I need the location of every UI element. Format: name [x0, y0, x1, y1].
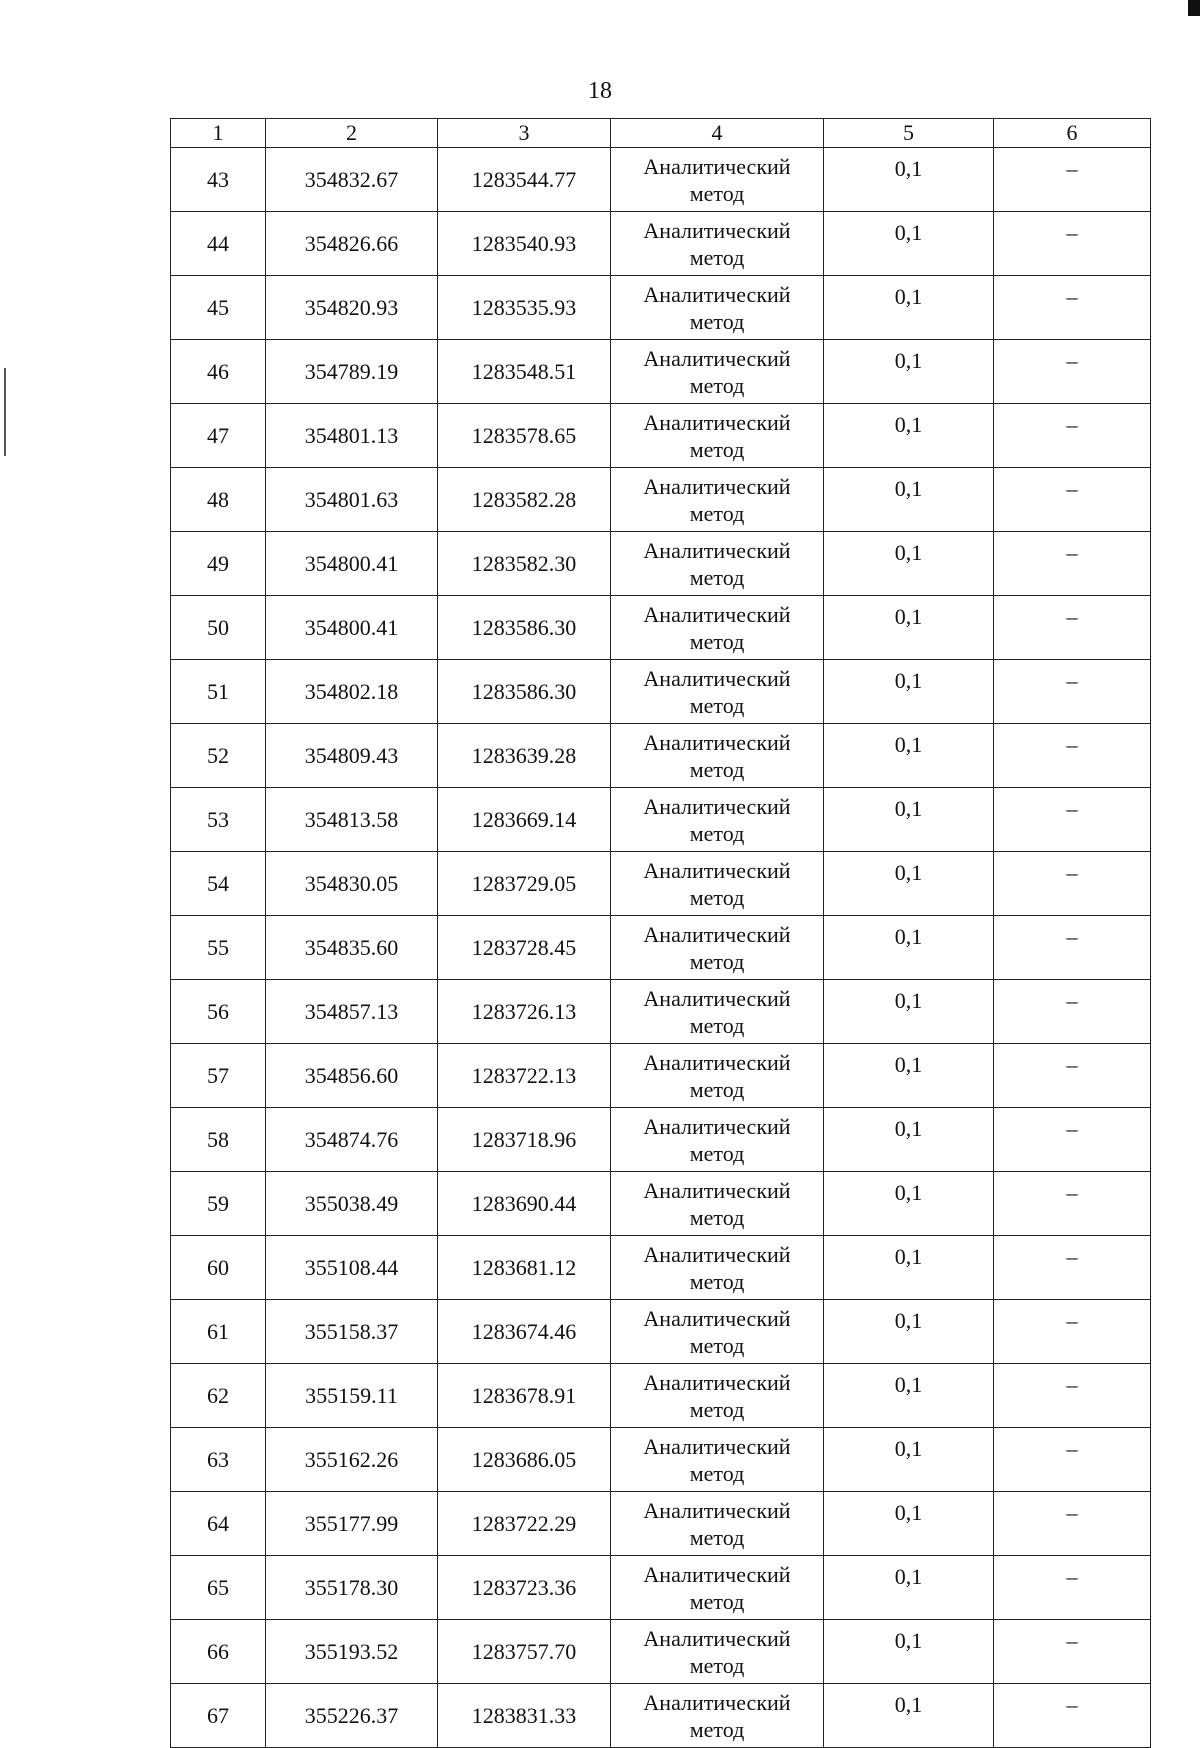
cell-point-number: 65: [171, 1556, 266, 1620]
method-line-2: метод: [689, 756, 745, 782]
cell-accuracy: 0,1: [824, 1236, 994, 1300]
cell-note: –: [994, 1236, 1151, 1300]
table-row: [171, 468, 1151, 532]
cell-y-coordinate: 1283686.05: [438, 1428, 611, 1492]
method-line-1: Аналитический: [643, 1561, 791, 1587]
cell-accuracy: 0,1: [824, 724, 994, 788]
cell-method: [611, 1108, 824, 1172]
page-number: 18: [588, 78, 612, 104]
table-row: [171, 724, 1151, 788]
method-line-2: метод: [689, 436, 745, 462]
cell-method: [611, 724, 824, 788]
cell-note: –: [994, 1300, 1151, 1364]
cell-point-number: 43: [171, 148, 266, 212]
method-line-1: Аналитический: [643, 1497, 791, 1523]
method-line-1: Аналитический: [643, 985, 791, 1011]
cell-note: –: [994, 1428, 1151, 1492]
method-line-2: метод: [689, 1716, 745, 1742]
cell-method: [611, 1236, 824, 1300]
cell-y-coordinate: 1283578.65: [438, 404, 611, 468]
method-line-2: метод: [689, 564, 745, 590]
table-row: [171, 596, 1151, 660]
cell-accuracy: 0,1: [824, 1364, 994, 1428]
cell-x-coordinate: 354800.41: [266, 532, 438, 596]
cell-method: [611, 1300, 824, 1364]
cell-y-coordinate: 1283540.93: [438, 212, 611, 276]
cell-note: –: [994, 724, 1151, 788]
cell-accuracy: 0,1: [824, 148, 994, 212]
cell-point-number: 64: [171, 1492, 266, 1556]
cell-method: [611, 340, 824, 404]
cell-accuracy: 0,1: [824, 660, 994, 724]
cell-point-number: 66: [171, 1620, 266, 1684]
method-line-2: метод: [689, 1652, 745, 1678]
table-row: [171, 212, 1151, 276]
cell-x-coordinate: 354874.76: [266, 1108, 438, 1172]
method-line-1: Аналитический: [643, 1625, 791, 1651]
cell-method: [611, 980, 824, 1044]
table-row: [171, 1492, 1151, 1556]
cell-x-coordinate: 355226.37: [266, 1684, 438, 1748]
cell-note: –: [994, 340, 1151, 404]
table-row: [171, 1300, 1151, 1364]
coordinates-table: [170, 118, 1151, 1748]
cell-y-coordinate: 1283723.36: [438, 1556, 611, 1620]
cell-y-coordinate: 1283757.70: [438, 1620, 611, 1684]
method-line-2: метод: [689, 948, 745, 974]
cell-accuracy: 0,1: [824, 1492, 994, 1556]
method-line-1: Аналитический: [643, 857, 791, 883]
cell-y-coordinate: 1283678.91: [438, 1364, 611, 1428]
method-line-2: метод: [689, 820, 745, 846]
table-row: [171, 404, 1151, 468]
cell-y-coordinate: 1283722.29: [438, 1492, 611, 1556]
cell-accuracy: 0,1: [824, 980, 994, 1044]
method-line-1: Аналитический: [643, 1049, 791, 1075]
cell-point-number: 53: [171, 788, 266, 852]
method-line-1: Аналитический: [643, 1369, 791, 1395]
cell-accuracy: 0,1: [824, 1172, 994, 1236]
column-header-3: 3: [438, 119, 611, 148]
cell-note: –: [994, 1172, 1151, 1236]
method-line-1: Аналитический: [643, 921, 791, 947]
cell-point-number: 67: [171, 1684, 266, 1748]
cell-accuracy: 0,1: [824, 1300, 994, 1364]
cell-method: [611, 1044, 824, 1108]
cell-point-number: 63: [171, 1428, 266, 1492]
table-row: [171, 276, 1151, 340]
cell-method: [611, 404, 824, 468]
cell-y-coordinate: 1283729.05: [438, 852, 611, 916]
cell-accuracy: 0,1: [824, 1556, 994, 1620]
cell-x-coordinate: 354835.60: [266, 916, 438, 980]
cell-note: –: [994, 1108, 1151, 1172]
method-line-1: Аналитический: [643, 729, 791, 755]
cell-y-coordinate: 1283535.93: [438, 276, 611, 340]
method-line-2: метод: [689, 692, 745, 718]
cell-y-coordinate: 1283548.51: [438, 340, 611, 404]
cell-accuracy: 0,1: [824, 1620, 994, 1684]
cell-note: –: [994, 596, 1151, 660]
method-line-1: Аналитический: [643, 1433, 791, 1459]
cell-point-number: 59: [171, 1172, 266, 1236]
cell-method: [611, 276, 824, 340]
cell-accuracy: 0,1: [824, 404, 994, 468]
cell-method: [611, 852, 824, 916]
cell-note: –: [994, 404, 1151, 468]
method-line-1: Аналитический: [643, 537, 791, 563]
cell-y-coordinate: 1283669.14: [438, 788, 611, 852]
cell-x-coordinate: 354830.05: [266, 852, 438, 916]
method-line-2: метод: [689, 244, 745, 270]
cell-note: –: [994, 1556, 1151, 1620]
cell-y-coordinate: 1283544.77: [438, 148, 611, 212]
method-line-2: метод: [689, 180, 745, 206]
method-line-2: метод: [689, 308, 745, 334]
cell-note: –: [994, 980, 1151, 1044]
method-line-2: метод: [689, 1460, 745, 1486]
column-header-1: 1: [171, 119, 266, 148]
cell-point-number: 51: [171, 660, 266, 724]
method-line-2: метод: [689, 1588, 745, 1614]
table-row: [171, 660, 1151, 724]
table-row: [171, 1108, 1151, 1172]
table-row: [171, 1364, 1151, 1428]
method-line-2: метод: [689, 1012, 745, 1038]
cell-x-coordinate: 354801.13: [266, 404, 438, 468]
cell-note: –: [994, 532, 1151, 596]
cell-point-number: 46: [171, 340, 266, 404]
column-header-6: 6: [994, 119, 1151, 148]
cell-point-number: 57: [171, 1044, 266, 1108]
method-line-1: Аналитический: [643, 665, 791, 691]
cell-accuracy: 0,1: [824, 340, 994, 404]
method-line-2: метод: [689, 1268, 745, 1294]
cell-y-coordinate: 1283586.30: [438, 660, 611, 724]
method-line-1: Аналитический: [643, 793, 791, 819]
cell-point-number: 58: [171, 1108, 266, 1172]
table-header-row: [171, 119, 1151, 148]
cell-x-coordinate: 354813.58: [266, 788, 438, 852]
cell-x-coordinate: 355178.30: [266, 1556, 438, 1620]
cell-y-coordinate: 1283831.33: [438, 1684, 611, 1748]
cell-point-number: 56: [171, 980, 266, 1044]
scan-mark: [1188, 0, 1200, 16]
method-line-2: метод: [689, 1140, 745, 1166]
cell-point-number: 47: [171, 404, 266, 468]
cell-method: [611, 916, 824, 980]
method-line-1: Аналитический: [643, 153, 791, 179]
method-line-2: метод: [689, 1332, 745, 1358]
method-line-1: Аналитический: [643, 1689, 791, 1715]
cell-method: [611, 1428, 824, 1492]
method-line-2: метод: [689, 628, 745, 654]
cell-method: [611, 468, 824, 532]
table-row: [171, 1428, 1151, 1492]
cell-x-coordinate: 354800.41: [266, 596, 438, 660]
cell-note: –: [994, 148, 1151, 212]
method-line-1: Аналитический: [643, 281, 791, 307]
method-line-2: метод: [689, 372, 745, 398]
cell-note: –: [994, 1044, 1151, 1108]
method-line-1: Аналитический: [643, 473, 791, 499]
method-line-1: Аналитический: [643, 1241, 791, 1267]
cell-accuracy: 0,1: [824, 916, 994, 980]
table-row: [171, 148, 1151, 212]
cell-method: [611, 1620, 824, 1684]
method-line-2: метод: [689, 1204, 745, 1230]
table-row: [171, 788, 1151, 852]
table-body: [171, 148, 1151, 1748]
cell-y-coordinate: 1283639.28: [438, 724, 611, 788]
cell-y-coordinate: 1283586.30: [438, 596, 611, 660]
cell-x-coordinate: 355162.26: [266, 1428, 438, 1492]
cell-x-coordinate: 355193.52: [266, 1620, 438, 1684]
cell-x-coordinate: 355177.99: [266, 1492, 438, 1556]
cell-y-coordinate: 1283674.46: [438, 1300, 611, 1364]
cell-note: –: [994, 1620, 1151, 1684]
cell-note: –: [994, 276, 1151, 340]
cell-point-number: 54: [171, 852, 266, 916]
cell-x-coordinate: 354789.19: [266, 340, 438, 404]
cell-accuracy: 0,1: [824, 212, 994, 276]
cell-x-coordinate: 354832.67: [266, 148, 438, 212]
cell-point-number: 48: [171, 468, 266, 532]
cell-y-coordinate: 1283690.44: [438, 1172, 611, 1236]
cell-point-number: 44: [171, 212, 266, 276]
cell-accuracy: 0,1: [824, 1108, 994, 1172]
column-header-4: 4: [611, 119, 824, 148]
table-row: [171, 916, 1151, 980]
cell-y-coordinate: 1283582.30: [438, 532, 611, 596]
cell-note: –: [994, 212, 1151, 276]
cell-method: [611, 532, 824, 596]
table-row: [171, 1172, 1151, 1236]
table-row: [171, 1620, 1151, 1684]
cell-point-number: 49: [171, 532, 266, 596]
cell-y-coordinate: 1283728.45: [438, 916, 611, 980]
cell-accuracy: 0,1: [824, 468, 994, 532]
cell-accuracy: 0,1: [824, 596, 994, 660]
cell-accuracy: 0,1: [824, 788, 994, 852]
method-line-1: Аналитический: [643, 409, 791, 435]
cell-point-number: 52: [171, 724, 266, 788]
table-row: [171, 1556, 1151, 1620]
column-header-5: 5: [824, 119, 994, 148]
cell-method: [611, 1492, 824, 1556]
cell-point-number: 62: [171, 1364, 266, 1428]
method-line-2: метод: [689, 1076, 745, 1102]
table-row: [171, 1236, 1151, 1300]
table-row: [171, 532, 1151, 596]
cell-method: [611, 1172, 824, 1236]
cell-y-coordinate: 1283722.13: [438, 1044, 611, 1108]
cell-method: [611, 1556, 824, 1620]
cell-x-coordinate: 354809.43: [266, 724, 438, 788]
column-header-2: 2: [266, 119, 438, 148]
cell-accuracy: 0,1: [824, 852, 994, 916]
cell-x-coordinate: 354857.13: [266, 980, 438, 1044]
cell-method: [611, 1364, 824, 1428]
cell-note: –: [994, 788, 1151, 852]
cell-note: –: [994, 1364, 1151, 1428]
cell-point-number: 60: [171, 1236, 266, 1300]
cell-accuracy: 0,1: [824, 532, 994, 596]
method-line-1: Аналитический: [643, 1177, 791, 1203]
cell-note: –: [994, 852, 1151, 916]
method-line-1: Аналитический: [643, 601, 791, 627]
cell-x-coordinate: 354826.66: [266, 212, 438, 276]
cell-y-coordinate: 1283681.12: [438, 1236, 611, 1300]
cell-accuracy: 0,1: [824, 1428, 994, 1492]
cell-note: –: [994, 916, 1151, 980]
cell-point-number: 61: [171, 1300, 266, 1364]
cell-method: [611, 788, 824, 852]
margin-scan-line: [4, 368, 6, 456]
method-line-2: метод: [689, 1396, 745, 1422]
cell-x-coordinate: 354856.60: [266, 1044, 438, 1108]
cell-x-coordinate: 355108.44: [266, 1236, 438, 1300]
cell-method: [611, 212, 824, 276]
table-row: [171, 1684, 1151, 1748]
cell-accuracy: 0,1: [824, 1044, 994, 1108]
cell-x-coordinate: 355159.11: [266, 1364, 438, 1428]
cell-x-coordinate: 354802.18: [266, 660, 438, 724]
cell-x-coordinate: 355038.49: [266, 1172, 438, 1236]
cell-y-coordinate: 1283718.96: [438, 1108, 611, 1172]
table-row: [171, 852, 1151, 916]
cell-x-coordinate: 354801.63: [266, 468, 438, 532]
cell-y-coordinate: 1283582.28: [438, 468, 611, 532]
method-line-1: Аналитический: [643, 1305, 791, 1331]
cell-y-coordinate: 1283726.13: [438, 980, 611, 1044]
method-line-1: Аналитический: [643, 217, 791, 243]
table-row: [171, 1044, 1151, 1108]
cell-method: [611, 596, 824, 660]
cell-accuracy: 0,1: [824, 1684, 994, 1748]
table-row: [171, 340, 1151, 404]
cell-method: [611, 1684, 824, 1748]
cell-point-number: 45: [171, 276, 266, 340]
cell-note: –: [994, 468, 1151, 532]
method-line-2: метод: [689, 500, 745, 526]
method-line-2: метод: [689, 884, 745, 910]
method-line-1: Аналитический: [643, 345, 791, 371]
cell-accuracy: 0,1: [824, 276, 994, 340]
table-row: [171, 980, 1151, 1044]
cell-note: –: [994, 1684, 1151, 1748]
method-line-2: метод: [689, 1524, 745, 1550]
cell-point-number: 50: [171, 596, 266, 660]
cell-x-coordinate: 355158.37: [266, 1300, 438, 1364]
cell-note: –: [994, 1492, 1151, 1556]
cell-method: [611, 148, 824, 212]
cell-x-coordinate: 354820.93: [266, 276, 438, 340]
cell-method: [611, 660, 824, 724]
cell-point-number: 55: [171, 916, 266, 980]
cell-note: –: [994, 660, 1151, 724]
method-line-1: Аналитический: [643, 1113, 791, 1139]
